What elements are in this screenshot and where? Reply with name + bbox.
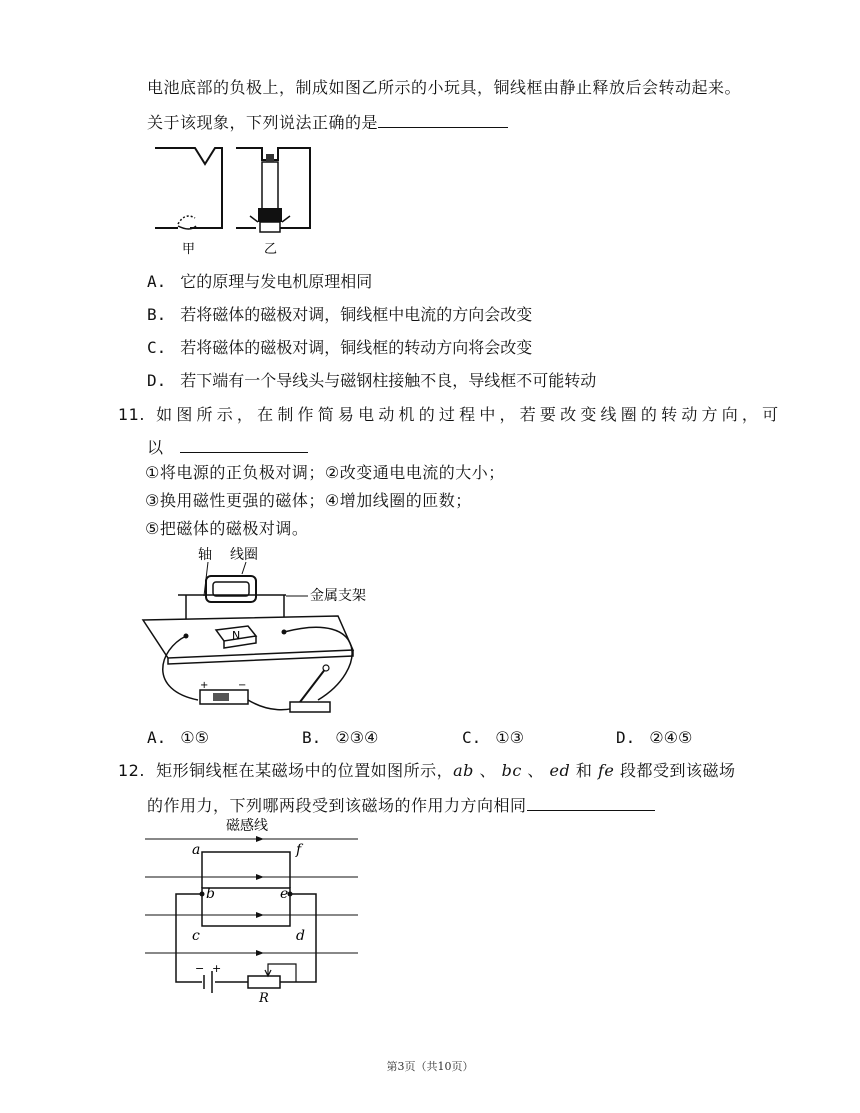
q10-option-d[interactable]: D. 若下端有一个导线头与磁钢柱接触不良，导线框不可能转动 bbox=[147, 371, 597, 390]
battery bbox=[262, 162, 278, 210]
q11-option-d[interactable]: D. ②④⑤ bbox=[616, 728, 693, 747]
q11-stem-line2: 以 bbox=[147, 434, 308, 459]
q11-item-line1: ①将电源的正负极对调；②改变通电电流的大小； bbox=[145, 463, 505, 482]
svg-text:R: R bbox=[259, 991, 269, 1002]
q11-item-line2: ③换用磁性更强的磁体；④增加线圈的匝数； bbox=[145, 491, 472, 510]
q12-stem-line2: 的作用力，下列哪两段受到该磁场的作用力方向相同 bbox=[147, 792, 655, 817]
circuit-wire bbox=[202, 852, 290, 888]
q10-option-b[interactable]: B. 若将磁体的磁极对调，铜线框中电流的方向会改变 bbox=[147, 305, 533, 324]
svg-text:+: + bbox=[212, 962, 222, 975]
label-field-lines: 磁感线 bbox=[226, 818, 268, 834]
label-coil: 线圈 bbox=[230, 547, 258, 563]
q11-option-b[interactable]: B. ②③④ bbox=[302, 728, 379, 747]
page-footer: 第3页（共10页） bbox=[386, 1060, 474, 1073]
fig-label-yi: 乙 bbox=[264, 242, 278, 257]
pole-n: N bbox=[232, 629, 241, 642]
q11-number: 11. bbox=[118, 405, 145, 424]
q10-stem-line2 bbox=[147, 109, 508, 134]
q10-figure bbox=[150, 140, 320, 265]
q11-motor-figure bbox=[138, 540, 388, 720]
svg-text:d: d bbox=[296, 928, 305, 944]
switch bbox=[290, 702, 330, 712]
copper-frame bbox=[202, 888, 290, 926]
q10-option-a[interactable]: A. 它的原理与发电机原理相同 bbox=[147, 272, 373, 291]
svg-text:e: e bbox=[280, 886, 289, 902]
q10-stem-text: 关于该现象，下列说法正确的是 bbox=[147, 113, 379, 132]
magnet-block bbox=[258, 208, 282, 222]
answer-blank[interactable] bbox=[180, 434, 308, 453]
svg-text:b: b bbox=[206, 886, 215, 902]
answer-blank[interactable] bbox=[527, 792, 655, 811]
q11-stem-text: 如图所示，在制作简易电动机的过程中，若要改变线圈的转动方向，可 bbox=[156, 405, 783, 424]
svg-text:c: c bbox=[192, 928, 200, 944]
q10-stem-line1: 电池底部的负极上，制成如图乙所示的小玩具，铜线框由静止释放后会转动起来。 bbox=[147, 78, 742, 97]
svg-text:a: a bbox=[192, 842, 201, 858]
rheostat bbox=[248, 976, 280, 988]
q11-item-line3: ⑤把磁体的磁极对调。 bbox=[145, 519, 309, 538]
q12-number: 12. bbox=[118, 761, 145, 780]
svg-text:+: + bbox=[200, 680, 209, 691]
frame-jia-notch bbox=[178, 216, 195, 224]
svg-text:f: f bbox=[296, 842, 302, 858]
label-bracket: 金属支架 bbox=[310, 588, 366, 604]
answer-blank[interactable] bbox=[378, 109, 508, 128]
q11-option-c[interactable]: C. ①③ bbox=[462, 728, 524, 747]
fig-label-jia: 甲 bbox=[182, 242, 196, 257]
q10-option-c[interactable]: C. 若将磁体的磁极对调，铜线框的转动方向将会改变 bbox=[147, 338, 533, 357]
q12-stem-line1: 12. 矩形铜线框在某磁场中的位置如图所示，ab 、 bc 、 ed 和 fe 段都受到该磁场 bbox=[118, 761, 736, 780]
q12-field-figure bbox=[140, 812, 370, 1002]
svg-text:−: − bbox=[195, 962, 205, 975]
label-axis: 轴 bbox=[198, 547, 212, 563]
q11-stem-line1 bbox=[118, 404, 782, 426]
q11-option-a[interactable]: A. ①⑤ bbox=[147, 728, 209, 747]
svg-text:−: − bbox=[238, 680, 247, 691]
